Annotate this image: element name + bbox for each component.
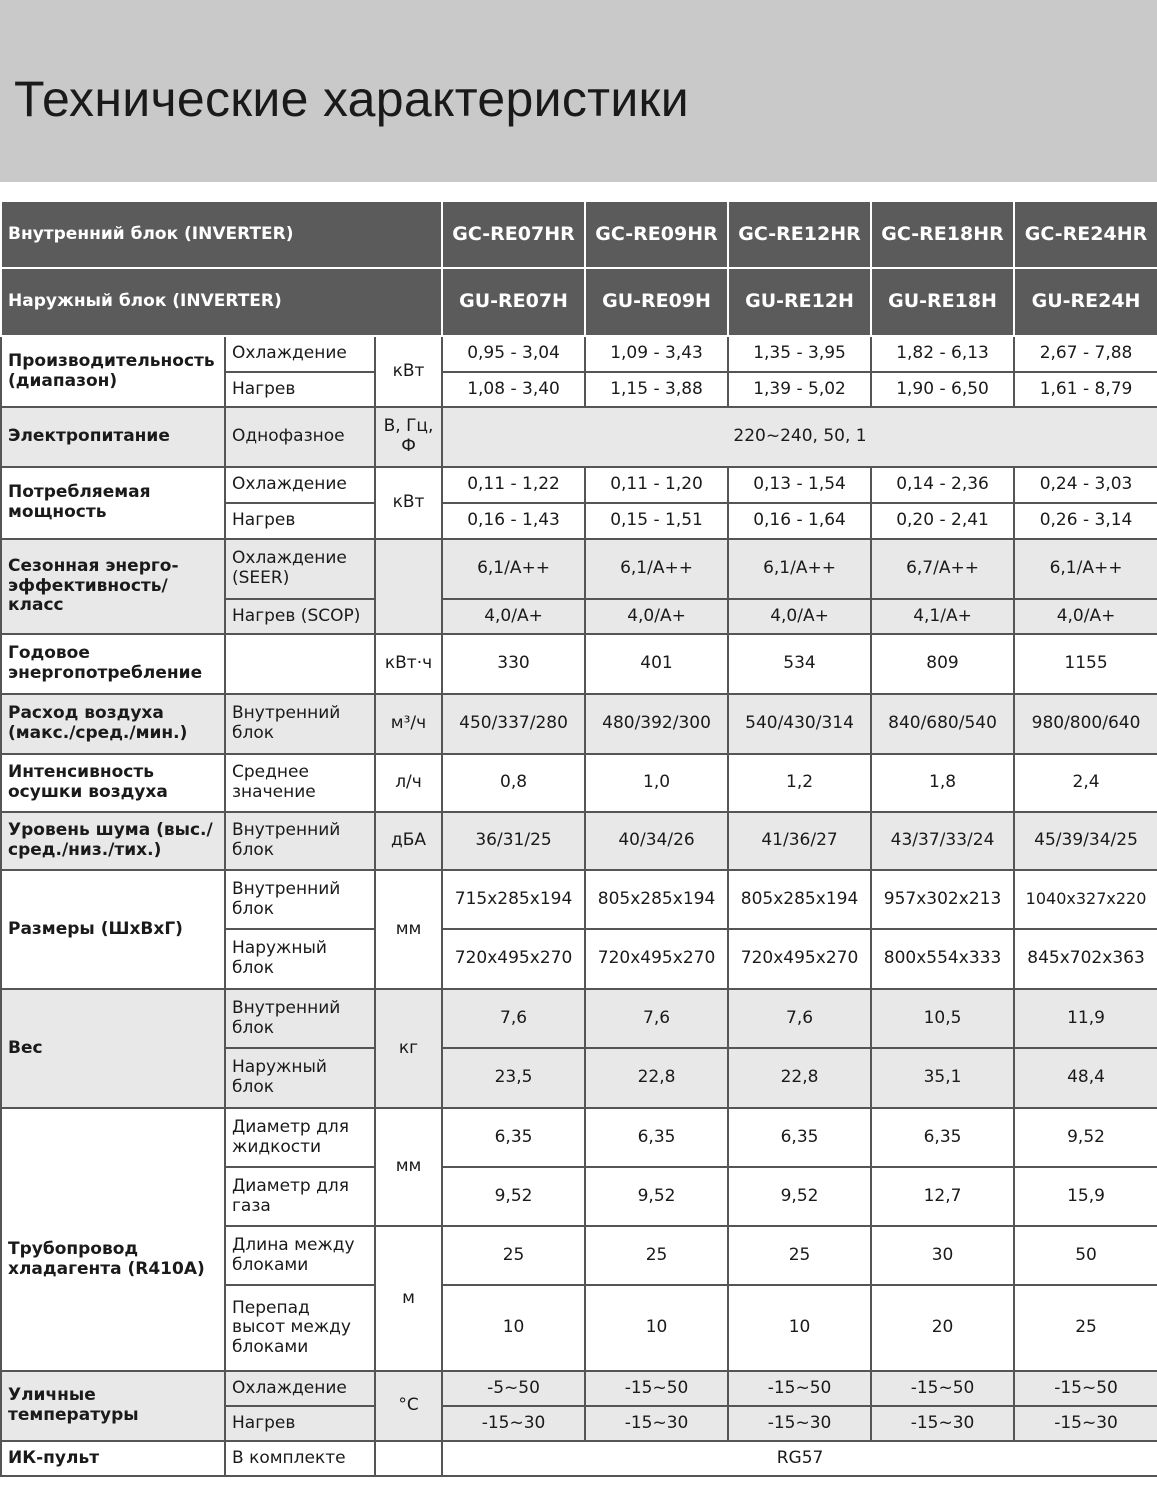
dimensions-indoor-value: 805x285x194	[728, 870, 871, 929]
seasonal-cooling-value: 6,1/A++	[585, 539, 728, 599]
dimensions-outdoor-value: 845x702x363	[1014, 929, 1157, 989]
piping-gas-value: 9,52	[728, 1167, 871, 1226]
outdoor-temp-cooling-label: Охлаждение	[225, 1371, 375, 1406]
weight-indoor-value: 10,5	[871, 989, 1014, 1048]
seasonal-heating-value: 4,1/A+	[871, 599, 1014, 634]
spec-table	[0, 200, 1157, 1477]
table-row	[1, 634, 1157, 694]
weight-indoor-value: 7,6	[728, 989, 871, 1048]
dimensions-indoor-value: 805x285x194	[585, 870, 728, 929]
seasonal-cooling-label: Охлаждение (SEER)	[225, 539, 375, 599]
dehumid-value: 1,8	[871, 754, 1014, 812]
dehumid-value: 1,0	[585, 754, 728, 812]
piping-unit-m: м	[375, 1226, 442, 1371]
capacity-cooling-value: 1,09 - 3,43	[585, 336, 728, 372]
consumption-cooling-value: 0,11 - 1,22	[442, 467, 585, 503]
weight-outdoor-label: Наружный блок	[225, 1048, 375, 1108]
weight-indoor-value: 7,6	[585, 989, 728, 1048]
outdoor-unit-label: Наружный блок (INVERTER)	[1, 268, 442, 336]
seasonal-heating-label: Нагрев (SCOP)	[225, 599, 375, 634]
dimensions-indoor-value: 715x285x194	[442, 870, 585, 929]
airflow-unit: м³/ч	[375, 694, 442, 754]
seasonal-heating-value: 4,0/A+	[585, 599, 728, 634]
header-row-indoor	[1, 201, 1157, 268]
table-row	[1, 336, 1157, 372]
indoor-unit-label: Внутренний блок (INVERTER)	[1, 201, 442, 268]
noise-sub: Внутренний блок	[225, 812, 375, 870]
table-row	[1, 812, 1157, 870]
piping-gas-value: 12,7	[871, 1167, 1014, 1226]
table-row	[1, 1371, 1157, 1406]
capacity-cooling-value: 1,82 - 6,13	[871, 336, 1014, 372]
piping-length-value: 50	[1014, 1226, 1157, 1285]
noise-label: Уровень шума (выс./сред./низ./тих.)	[1, 812, 225, 870]
power-supply-unit: В, Гц, Ф	[375, 407, 442, 467]
outdoor-model: GU-RE24H	[1014, 268, 1157, 336]
piping-liquid-value: 6,35	[442, 1108, 585, 1167]
capacity-heating-value: 1,08 - 3,40	[442, 372, 585, 407]
noise-value: 41/36/27	[728, 812, 871, 870]
table-row	[1, 1108, 1157, 1167]
outdoor-temp-unit: °C	[375, 1371, 442, 1441]
piping-unit-mm: мм	[375, 1108, 442, 1226]
weight-outdoor-value: 35,1	[871, 1048, 1014, 1108]
airflow-value: 840/680/540	[871, 694, 1014, 754]
seasonal-cooling-value: 6,1/A++	[442, 539, 585, 599]
weight-indoor-label: Внутренний блок	[225, 989, 375, 1048]
piping-length-value: 30	[871, 1226, 1014, 1285]
annual-value: 809	[871, 634, 1014, 694]
capacity-label: Производительность (диапазон)	[1, 336, 225, 407]
seasonal-unit	[375, 539, 442, 634]
piping-gas-value: 9,52	[442, 1167, 585, 1226]
piping-liquid-value: 6,35	[585, 1108, 728, 1167]
consumption-cooling-value: 0,13 - 1,54	[728, 467, 871, 503]
dehumid-unit: л/ч	[375, 754, 442, 812]
consumption-cooling-value: 0,14 - 2,36	[871, 467, 1014, 503]
capacity-unit: кВт	[375, 336, 442, 407]
indoor-model: GC-RE07HR	[442, 201, 585, 268]
weight-unit: кг	[375, 989, 442, 1108]
power-supply-value: 220~240, 50, 1	[442, 407, 1157, 467]
outdoor-temp-heating-value: -15~30	[871, 1406, 1014, 1441]
seasonal-heating-value: 4,0/A+	[728, 599, 871, 634]
outdoor-model: GU-RE07H	[442, 268, 585, 336]
dimensions-outdoor-value: 720x495x270	[585, 929, 728, 989]
header-row-outdoor	[1, 268, 1157, 336]
piping-height-value: 25	[1014, 1285, 1157, 1371]
dehumid-label: Интенсивность осушки воздуха	[1, 754, 225, 812]
piping-length-value: 25	[728, 1226, 871, 1285]
annual-unit: кВт·ч	[375, 634, 442, 694]
outdoor-temp-heating-label: Нагрев	[225, 1406, 375, 1441]
airflow-value: 480/392/300	[585, 694, 728, 754]
dimensions-outdoor-value: 720x495x270	[442, 929, 585, 989]
dimensions-outdoor-label: Наружный блок	[225, 929, 375, 989]
dimensions-outdoor-value: 720x495x270	[728, 929, 871, 989]
outdoor-model: GU-RE18H	[871, 268, 1014, 336]
capacity-heating-label: Нагрев	[225, 372, 375, 407]
consumption-heating-value: 0,15 - 1,51	[585, 503, 728, 539]
annual-value: 330	[442, 634, 585, 694]
outdoor-model: GU-RE12H	[728, 268, 871, 336]
piping-gas-value: 15,9	[1014, 1167, 1157, 1226]
consumption-cooling-label: Охлаждение	[225, 467, 375, 503]
seasonal-label: Сезонная энерго-эффективность/класс	[1, 539, 225, 634]
table-row	[1, 1441, 1157, 1476]
seasonal-cooling-value: 6,1/A++	[728, 539, 871, 599]
piping-height-value: 10	[585, 1285, 728, 1371]
indoor-model: GC-RE18HR	[871, 201, 1014, 268]
table-row	[1, 870, 1157, 929]
page-title: Технические характеристики	[14, 71, 689, 127]
weight-indoor-value: 11,9	[1014, 989, 1157, 1048]
indoor-model: GC-RE12HR	[728, 201, 871, 268]
annual-value: 401	[585, 634, 728, 694]
dehumid-value: 1,2	[728, 754, 871, 812]
outdoor-temp-cooling-value: -15~50	[871, 1371, 1014, 1406]
capacity-heating-value: 1,39 - 5,02	[728, 372, 871, 407]
remote-sub: В комплекте	[225, 1441, 375, 1476]
piping-length-label: Длина между блоками	[225, 1226, 375, 1285]
dimensions-indoor-value: 957x302x213	[871, 870, 1014, 929]
piping-height-value: 20	[871, 1285, 1014, 1371]
consumption-label: Потребляемая мощность	[1, 467, 225, 539]
seasonal-cooling-value: 6,1/A++	[1014, 539, 1157, 599]
consumption-cooling-value: 0,11 - 1,20	[585, 467, 728, 503]
outdoor-temp-heating-value: -15~30	[442, 1406, 585, 1441]
airflow-label: Расход воздуха (макс./сред./мин.)	[1, 694, 225, 754]
outdoor-temp-cooling-value: -15~50	[585, 1371, 728, 1406]
consumption-heating-value: 0,16 - 1,64	[728, 503, 871, 539]
piping-label: Трубопровод хладагента (R410A)	[1, 1108, 225, 1371]
table-row	[1, 754, 1157, 812]
seasonal-cooling-value: 6,7/A++	[871, 539, 1014, 599]
consumption-cooling-value: 0,24 - 3,03	[1014, 467, 1157, 503]
remote-label: ИК-пульт	[1, 1441, 225, 1476]
piping-liquid-value: 9,52	[1014, 1108, 1157, 1167]
annual-sub	[225, 634, 375, 694]
table-row	[1, 407, 1157, 467]
piping-height-value: 10	[728, 1285, 871, 1371]
capacity-heating-value: 1,61 - 8,79	[1014, 372, 1157, 407]
seasonal-heating-value: 4,0/A+	[1014, 599, 1157, 634]
remote-value: RG57	[442, 1441, 1157, 1476]
piping-liquid-label: Диаметр для жидкости	[225, 1108, 375, 1167]
dimensions-indoor-label: Внутренний блок	[225, 870, 375, 929]
table-row	[1, 539, 1157, 599]
title-bar	[0, 0, 1157, 182]
outdoor-temp-cooling-value: -15~50	[728, 1371, 871, 1406]
table-row	[1, 989, 1157, 1048]
noise-unit: дБА	[375, 812, 442, 870]
piping-height-label: Перепад высот между блоками	[225, 1285, 375, 1371]
noise-value: 43/37/33/24	[871, 812, 1014, 870]
weight-label: Вес	[1, 989, 225, 1108]
capacity-cooling-label: Охлаждение	[225, 336, 375, 372]
dimensions-label: Размеры (ШхВхГ)	[1, 870, 225, 989]
remote-unit	[375, 1441, 442, 1476]
airflow-value: 450/337/280	[442, 694, 585, 754]
consumption-heating-value: 0,20 - 2,41	[871, 503, 1014, 539]
outdoor-temp-heating-value: -15~30	[728, 1406, 871, 1441]
indoor-model: GC-RE09HR	[585, 201, 728, 268]
consumption-unit: кВт	[375, 467, 442, 539]
power-supply-label: Электропитание	[1, 407, 225, 467]
outdoor-temp-heating-value: -15~30	[1014, 1406, 1157, 1441]
piping-gas-label: Диаметр для газа	[225, 1167, 375, 1226]
consumption-heating-value: 0,16 - 1,43	[442, 503, 585, 539]
dimensions-indoor-value: 1040x327x220	[1014, 870, 1157, 929]
outdoor-temp-cooling-value: -5~50	[442, 1371, 585, 1406]
dehumid-value: 2,4	[1014, 754, 1157, 812]
airflow-value: 980/800/640	[1014, 694, 1157, 754]
weight-outdoor-value: 48,4	[1014, 1048, 1157, 1108]
annual-value: 1155	[1014, 634, 1157, 694]
annual-value: 534	[728, 634, 871, 694]
piping-liquid-value: 6,35	[728, 1108, 871, 1167]
capacity-cooling-value: 0,95 - 3,04	[442, 336, 585, 372]
outdoor-model: GU-RE09H	[585, 268, 728, 336]
consumption-heating-value: 0,26 - 3,14	[1014, 503, 1157, 539]
weight-outdoor-value: 22,8	[728, 1048, 871, 1108]
consumption-heating-label: Нагрев	[225, 503, 375, 539]
outdoor-temp-cooling-value: -15~50	[1014, 1371, 1157, 1406]
dehumid-sub: Среднее значение	[225, 754, 375, 812]
capacity-heating-value: 1,90 - 6,50	[871, 372, 1014, 407]
piping-length-value: 25	[585, 1226, 728, 1285]
capacity-heating-value: 1,15 - 3,88	[585, 372, 728, 407]
piping-length-value: 25	[442, 1226, 585, 1285]
weight-indoor-value: 7,6	[442, 989, 585, 1048]
outdoor-temp-heating-value: -15~30	[585, 1406, 728, 1441]
dimensions-outdoor-value: 800x554x333	[871, 929, 1014, 989]
capacity-cooling-value: 2,67 - 7,88	[1014, 336, 1157, 372]
indoor-model: GC-RE24HR	[1014, 201, 1157, 268]
outdoor-temp-label: Уличные температуры	[1, 1371, 225, 1441]
piping-liquid-value: 6,35	[871, 1108, 1014, 1167]
airflow-value: 540/430/314	[728, 694, 871, 754]
airflow-sub: Внутренний блок	[225, 694, 375, 754]
noise-value: 40/34/26	[585, 812, 728, 870]
annual-label: Годовое энергопотребление	[1, 634, 225, 694]
piping-height-value: 10	[442, 1285, 585, 1371]
power-supply-sub: Однофазное	[225, 407, 375, 467]
table-row	[1, 694, 1157, 754]
dehumid-value: 0,8	[442, 754, 585, 812]
seasonal-heating-value: 4,0/A+	[442, 599, 585, 634]
noise-value: 36/31/25	[442, 812, 585, 870]
capacity-cooling-value: 1,35 - 3,95	[728, 336, 871, 372]
weight-outdoor-value: 22,8	[585, 1048, 728, 1108]
noise-value: 45/39/34/25	[1014, 812, 1157, 870]
piping-gas-value: 9,52	[585, 1167, 728, 1226]
dimensions-unit: мм	[375, 870, 442, 989]
table-row	[1, 467, 1157, 503]
weight-outdoor-value: 23,5	[442, 1048, 585, 1108]
